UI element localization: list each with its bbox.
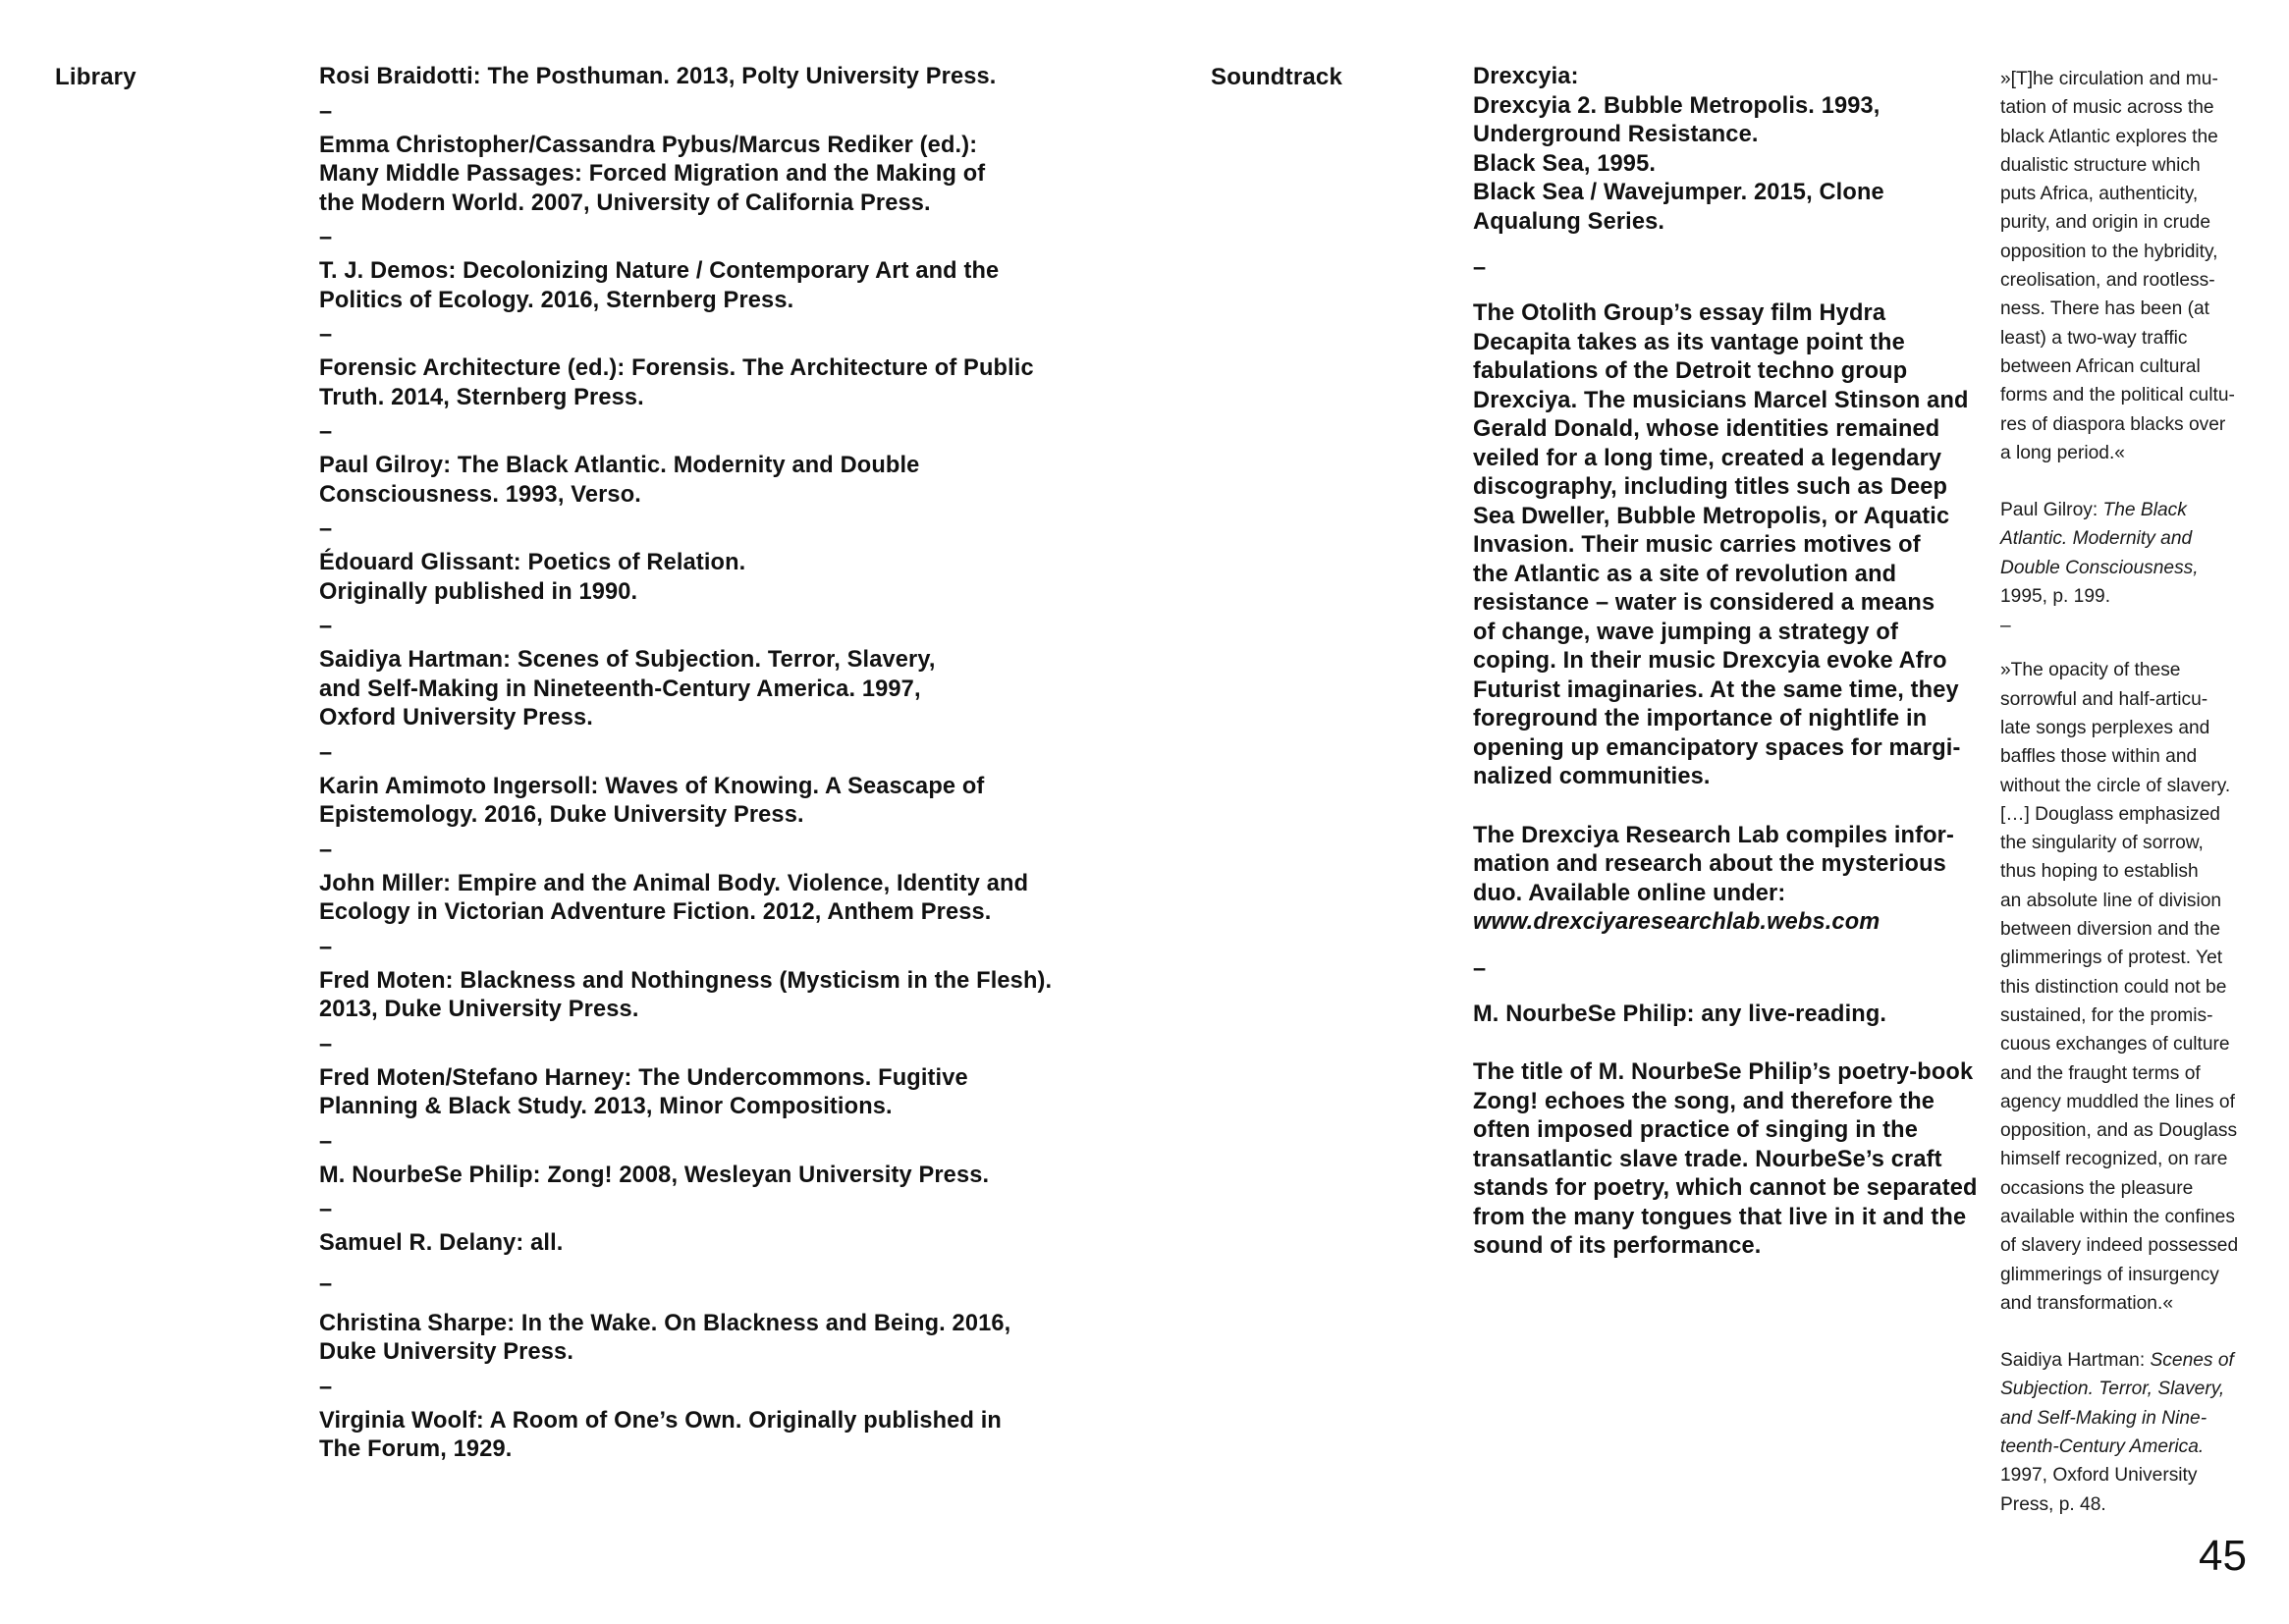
citation-title: The Black Atlantic. Modernity and Double Consciousness, — [2000, 500, 2199, 578]
library-entry: Karin Amimoto Ingersoll: Waves of Knowing. A Seascape of Epistemology. 2016, Duke University Press. — [319, 773, 985, 828]
library-entry: Emma Christopher/Cassandra Pybus/Marcus Rediker (ed.): Many Middle Passages: Forced Migration and the Making of the Modern World. 2007, University of California Press. — [319, 132, 986, 216]
philip-paragraph: The title of M. NourbeSe Philip’s poetry-book Zong! echoes the song, and therefore the often imposed practice of singing in the transatlantic slave trade. NourbeSe’s craft stands for poetry, which cannot be separated from the many tongues that live in it and the sound of its performance. — [1473, 1059, 1978, 1259]
library-list — [319, 63, 1105, 1465]
library-entry: Samuel R. Delany: all. — [319, 1230, 564, 1256]
citation-details: 1997, Oxford University Press, p. 48. — [2000, 1465, 2198, 1515]
separator: – — [1473, 255, 1487, 281]
soundtrack-heading: Soundtrack — [1211, 64, 1343, 90]
separator: – — [319, 98, 333, 125]
hartman-citation — [2000, 1346, 2275, 1519]
library-entry: John Miller: Empire and the Animal Body. Violence, Identity and Ecology in Victorian Adventure Fiction. 2012, Anthem Press. — [319, 870, 1029, 925]
citation-title: Scenes of Subjection. Terror, Slavery, and Self-Making in Nine- teenth-Century America. — [2000, 1350, 2234, 1458]
library-entry: M. NourbeSe Philip: Zong! 2008, Wesleyan University Press. — [319, 1162, 990, 1188]
separator: – — [319, 739, 333, 766]
separator: – — [319, 1128, 333, 1155]
separator: – — [319, 419, 333, 445]
soundtrack-column — [1473, 63, 1984, 1262]
library-entry: Fred Moten: Blackness and Nothingness (Mysticism in the Flesh). 2013, Duke University Press. — [319, 967, 1053, 1022]
library-entry: Paul Gilroy: The Black Atlantic. Modernity and Double Consciousness. 1993, Verso. — [319, 453, 920, 508]
separator: – — [319, 1031, 333, 1057]
separator: – — [319, 516, 333, 542]
library-heading: Library — [55, 64, 136, 90]
page-number: 45 — [2199, 1532, 2247, 1580]
library-entry: T. J. Demos: Decolonizing Nature / Contemporary Art and the Politics of Ecology. 2016, Sternberg Press. — [319, 258, 1000, 313]
separator: – — [319, 1197, 333, 1222]
separator: – — [319, 1271, 333, 1297]
separator: – — [319, 225, 333, 250]
separator: – — [319, 614, 333, 639]
citation-details: 1995, p. 199. — [2000, 586, 2111, 608]
separator: – — [2000, 616, 2011, 637]
library-entry: Rosi Braidotti: The Posthuman. 2013, Polty University Press. — [319, 64, 997, 89]
hartman-quote: »The opacity of these sorrowful and half-articu- late songs perplexes and baffles those within and without the circle of slavery. […] Douglass emphasized the singularity of sorrow, thus hoping to establish an absolute line of division between diversion and the glimmerings of protest. Yet this distinction could not be sustained, for the promis- cuous exchanges of culture and the fraught terms of agency muddled the lines of opposition, and as Douglass himself recognized, on rare occasions the pleasure available within the confines of slavery indeed possessed glimmerings of insurgency and transformation.« — [2000, 660, 2239, 1314]
gilroy-quote: »[T]he circulation and mu- tation of music across the black Atlantic explores the dualistic structure which puts Africa, authenticity, purity, and origin in crude opposition to the hybridity, creolisation, and rootless- ness. There has been (at least) a two-way traffic between African cultural forms and the political cultu- res of diaspora blacks over a long period.« — [2000, 69, 2235, 463]
sidebar-quotes — [2000, 65, 2275, 1519]
separator: – — [1473, 955, 1487, 982]
separator: – — [319, 837, 333, 863]
citation-author: Paul Gilroy: — [2000, 500, 2103, 521]
library-entry: Édouard Glissant: Poetics of Relation. Originally published in 1990. — [319, 550, 746, 605]
research-lab-text: The Drexciya Research Lab compiles infor- mation and research about the mysterious duo. Available online under: — [1473, 822, 1954, 906]
library-entry: Virginia Woolf: A Room of One’s Own. Originally published in The Forum, 1929. — [319, 1407, 1002, 1462]
gilroy-citation — [2000, 496, 2275, 611]
separator: – — [319, 322, 333, 348]
library-entry: Saidiya Hartman: Scenes of Subjection. Terror, Slavery, and Self-Making in Nineteenth-Century America. 1997, Oxford University Press. — [319, 647, 936, 731]
drexciya-discography: Drexcyia: Drexcyia 2. Bubble Metropolis. 1993, Underground Resistance. Black Sea, 1995. Black Sea / Wavejumper. 2015, Clone Aqualung Series. — [1473, 64, 1884, 235]
library-entry: Forensic Architecture (ed.): Forensis. The Architecture of Public Truth. 2014, Sternberg Press. — [319, 355, 1034, 410]
citation-author: Saidiya Hartman: — [2000, 1350, 2151, 1372]
library-entry: Fred Moten/Stefano Harney: The Undercommons. Fugitive Planning & Black Study. 2013, Minor Compositions. — [319, 1064, 968, 1119]
philip-title: M. NourbeSe Philip: any live-reading. — [1473, 1001, 1887, 1027]
otolith-paragraph: The Otolith Group’s essay film Hydra Decapita takes as its vantage point the fabulations of the Detroit techno group Drexciya. The musicians Marcel Stinson and Gerald Donald, whose identities remained veiled for a long time, created a legendary discography, including titles such as Deep Sea Dweller, Bubble Metropolis, or Aquatic Invasion. Their music carries motives of the Atlantic as a site of revolution and resistance – water is considered a means of change, wave jumping a strategy of coping. In their music Drexcyia evoke Afro Futurist imaginaries. At the same time, they foreground the importance of nightlife in opening up emancipatory spaces for margi- nalized communities. — [1473, 300, 1969, 789]
separator: – — [319, 1374, 333, 1400]
separator: – — [319, 934, 333, 960]
research-lab-url[interactable]: www.drexciyaresearchlab.webs.com — [1473, 909, 1880, 935]
library-entry: Christina Sharpe: In the Wake. On Blackness and Being. 2016, Duke University Press. — [319, 1310, 1011, 1365]
